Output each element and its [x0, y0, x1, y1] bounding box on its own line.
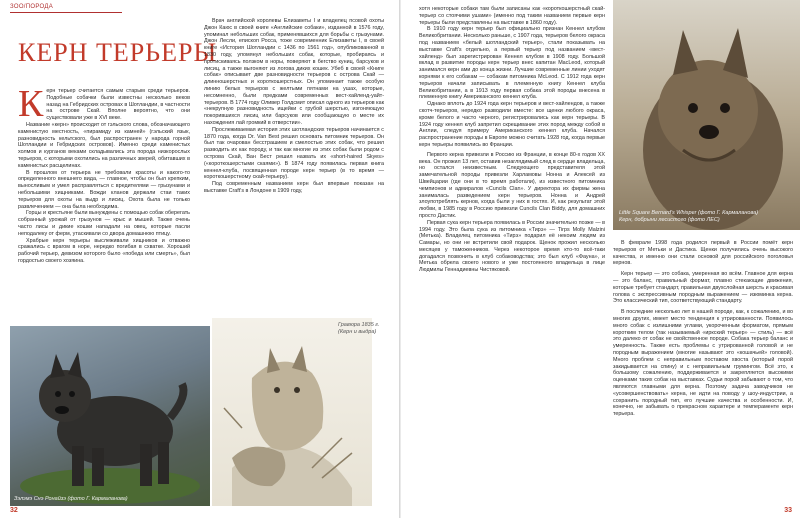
page-number-left: 32 — [10, 507, 18, 514]
paragraph: Однако вплоть до 1924 года керн терьеров и вест-хайлендов, а также скотч-терьеров, нередко разводили вместе: все щенки любого окраса, кроме белого и часто черного, регистрировались как керн терьеры. В 1924 году кеннел клуб запретил скрещивание этих пород между собой в Англии, следуя примеру Американского кеннел клуба. Начался распространение породы в Европе можно считать 1928 год, когда первые керн терьеры появились во Франции. — [419, 101, 605, 148]
page-number-right: 33 — [784, 507, 792, 514]
paragraph: Горцы и крестьяне были вынуждены с помощью собак оберегать собранный урожай от грызунов — крыс и мышей. Также очень часто лисы и дикие кошки нападали на овец, которые пасли неподалеку от ферм, утаскивали со двора домашнюю птицу. — [18, 210, 190, 237]
header-rule — [10, 12, 122, 13]
paragraph: В 1910 году керн терьер был официально признан Кеннел клубом Великобритании. Несколько раньше, с 1907 года, терьеров белого окраса под названием «белый шотландский терьер», стали показывать на выставке Craft's отдельно, а первый терьер под названием «вест-хайленд» был зарегистрирован Кеннел клубом в 1908 году. Большой вклад в развитие породы керн терьер внес капитан MacLeod, который занимался керн ами до конца жизни. Лучшие современные линии уходят корнями к его собакам — собакам питомника McLeod. С 1912 года керн терьеров начали записывать в племенную книгу Кеннел клуба Великобритании, а в 1913 году первая собака этой породы внесена в племенную книгу Американского кеннел клуба. — [419, 26, 605, 101]
column-2 — [204, 18, 384, 195]
article-title: КЕРН ТЕРЬЕРЫ — [18, 38, 218, 67]
paragraph: ерн терьер считается самым старым среди терьеров. Подобные собачки были известны несколько веков назад на Гебридских островах в Шотландии, в частности на острове Скай. Вполне вероятно, что они существовали уже в XVI веке. — [46, 88, 190, 122]
paragraph: Врач английской королевы Елизаветы I и владелец псовой охоты Джон Каюс в своей книге «Английские собаки», изданной в 1576 году, упоминал небольших собак, применявшихся для борьбы с грызунами. Джон Лесли, епископ Росса, тоже современник Елизаветы I, в своей книге «История Шотландии с 1436 по 1561 год», опубликованной в 1830 году, упомянул небольших собак, которые, пробираясь и протискиваясь ползком в норы, поверяют в бегство куниц, барсуков и лисиц, а также выгоняют из логова диких кошек. Убеб в своей «Книге собак» описывает две разновидности терьеров с острова Скай — длинношерстных и короткошерстных. Он упоминает также особую линию белых терьеров с желтыми пятнами на ушах, которые, несомненно, были предками современных вест-хайленд-уайт-терьеров. В 1774 году Оливер Голдсмит описал одного из терьеров как «некрупную разновидность ищейки с грубой шерстью, изгоняющую покорившихся лисиц или барсуков или сообщающую о месте их нахождения лай громкий в отверстии». — [204, 18, 384, 126]
right-page — [401, 0, 800, 518]
engraving-dogs — [212, 318, 372, 506]
column-1 — [18, 83, 190, 265]
dog-portrait — [613, 0, 800, 230]
caption-engraving: Гравюра 1835 г. (Керн и выдра) — [338, 322, 380, 335]
paragraph: Первая сука керн терьера появилась в России значительно позже — в 1994 году. Это была сука из питомника «Тирэ» — Tirps Molly Malzini (Метька). Владелец питомника «Тирэ» подарил её некоим людям из Самары, но они не встретили свой подарок. Щенок прожил несколько месяцев у таможенников. Через некоторое время кто-то всё-таки догадался позвонить в клуб собаководства; это был клуб «Фауна», и Метька обрела своего нового и уже постоянного владельца в лице Людмилы Геннадиевны Чистяковой. — [419, 219, 605, 274]
paragraph: Первого керна привезли в Россию из Франции, в конце 80-х годов XX века. Он прожил 13 лет, оставив незаглядимый след в сердце владельца, но остался неизвестным. Следующего представителя этой замечательной породы привезли Харламовы Нонна и Алексей из Швейцарии (где они в то время работали), из известного питомника чемпионов и адмиралов «Cuncils Clan». У директора их фирмы жена занималась разведением керн терьеров. Нонна и Андрей злоупотреблять кернов, когда были у них в гостях. И, как результат этой любви, в 1985 году в Россию привезли Cuncils Clan Biddy, для домашних просто Дастик. — [419, 151, 605, 219]
engraving-image — [212, 318, 372, 506]
caption-dog-right: Little Square Bernard's Whisper (фото Г. Кармаланова) Керн, добрыни лесистого (фото ЛЕС) — [619, 210, 759, 223]
paragraph: В феврале 1998 года родился первый в России помёт керн терьеров от Метьки и Дастика. Щенки получились очень высокого качества, и именно они стали основой для российского поголовья кернов. — [613, 240, 793, 267]
paragraph: В прошлом от терьера не требовали красоты и какого-то определенного внешнего вида, — главное, чтобы он был крепким, выносливым и умел расправляться с вредителями — грызунами и небольшими хищниками. Вожди кланов держали стаи таких терьеров для охоты на выдр и лисиц. Охота была не только развлечением — она была необходима. — [18, 169, 190, 210]
column-3 — [419, 6, 605, 274]
left-page — [0, 0, 399, 518]
paragraph: хотя некоторые собаки там были записаны как «короткошерстный скай-терьер со стоячими ушами» (именно под таким названием первые керн терьеры были представлены на выставке в 1860 году). — [419, 6, 605, 26]
column-4 — [613, 240, 793, 418]
dropcap: К — [18, 83, 44, 125]
paragraph: Под современным названием керн был впервые показан на выставке Craft's в Лондоне в 1909 году, — [204, 181, 384, 194]
cairn-portrait-photo — [613, 0, 800, 230]
paragraph: В последние несколько лет в нашей породе, как, к сожалению, и во многих других, имеет место тенденция к утрированности. Появилось много собак с излишними углами, укороченным форматом, прямым коротким телом (так называемый «иркский терьер» — стиль) — всё это далеко от собак не свойственное породе. Собака терьер баланс и умеренность. Также есть проблемы с утрированной головой и не породным выражением (многие называют это «кошачьей» головой). Много проблем с неправильным поставом хвоста (который порой закидывается на спину) и с неправильным грумингом. Всё это, к большому сожалению, поддерживается и закрепляется высокими оценками таких собак на выставках. Судьи порой забывают о том, что являются главными для керна. Поэтому задача заводчиков не «усовершенствовать» керна, не идти на поводу у шоу-индустрии, а сохранить породный тип, его лучшие качества и особенности. И, конечно, не забывать о прекрасном характере и темпераменте керн терьера. — [613, 309, 793, 418]
paragraph: Прослеживаемая история этих шотландских терьеров начинается с 1870 года, когда Dr. Van Best решил основать питомник терьеров. Он был так очарован бесстрашием и смелостью этих собак, что решил разводить их как породу, и так как многие из этих собак были родом с острова Скай, Ван Бест решил назвать их «short-haired Skyes» («короткошерстыми скаями»). В 1874 году появилась первая книга кеннел-клуба, посвященная породе керн терьер (в то время — короткошерстному скай-терьеру). — [204, 126, 384, 181]
paragraph: Название «керн» происходит от гэльского слова, обозначающего каменистую местность, «пирамиду из камней» (гэльский язык, разновидность кельтского, был распространен у народа горной Шотландии и Гебридских островов). Именно среди каменистых холмов и курганов веками складывались эта порода низкорослых терьеров, с которыми охотились на различных зверей, обитавших в каменистых расщелинах. — [18, 121, 190, 169]
section-tag: ЗОО/ПОРОДА — [10, 4, 54, 10]
dog-silhouette — [10, 326, 210, 506]
paragraph: Керн терьер — это собака, умеренная во всём. Главное для керна — это баланс, правильный формат, плавно стекающие движения, которые требует стандарт, правильная двухслойная шерсть и красивая голова с экспрессивным породным выражением — изюминка керна. Это классический тип, соответствующий стандарту. — [613, 271, 793, 305]
caption-dog-left: Зэлэмэ Снэ Ронайзэ (фото Г. Кармаланова) — [14, 496, 128, 502]
paragraph: Храбрые керн терьеры выслеживали хищников и отважно сражались с врагом в норе, нередко погибая в схватке. Хороший рабочий терьер, девизом которого было «победа или смерть», был гордостью своего хозяина. — [18, 237, 190, 264]
cairn-dog-photo — [10, 326, 210, 506]
